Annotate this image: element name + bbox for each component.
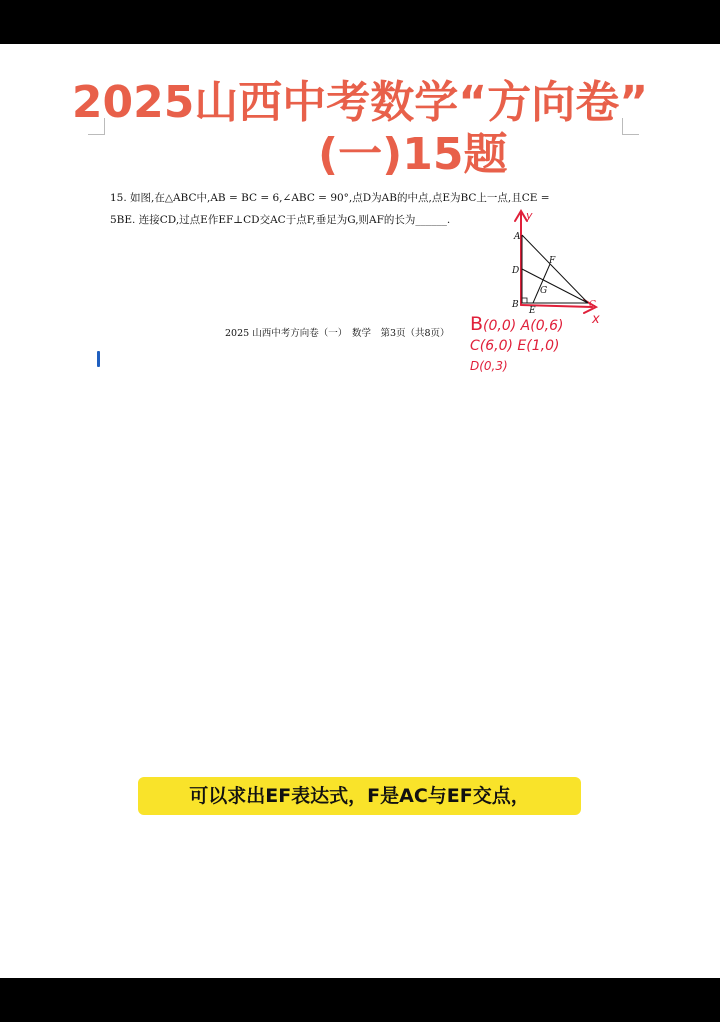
right-angle-mark: [522, 298, 527, 303]
crop-mark-right: [622, 118, 639, 135]
axis-label-x: x: [592, 312, 600, 327]
label-c: C: [589, 300, 596, 310]
coords-line-1-rest: (0,0) A(0,6): [483, 318, 564, 334]
coords-line-2: C(6,0) E(1,0): [470, 338, 560, 354]
label-d: D: [512, 266, 520, 276]
video-title-line2: (一)15题: [318, 129, 508, 180]
label-b: B: [512, 300, 519, 310]
crop-mark-left: [88, 118, 105, 135]
coords-b-letter: B: [470, 313, 484, 335]
label-a: A: [514, 232, 521, 242]
coords-line-3: D(0,3): [470, 359, 508, 373]
top-black-bar: [0, 0, 720, 44]
bottom-black-bar: [0, 978, 720, 1022]
problem-line-1: 15. 如图,在△ABC中,AB = BC = 6,∠ABC = 90°,点D为AB的中点,点E为BC上一点,且CE =: [110, 192, 550, 204]
segment-ac: [522, 235, 588, 303]
label-e: E: [529, 306, 536, 316]
segment-ef: [533, 264, 550, 303]
video-title-line1: 2025山西中考数学“方向卷”: [71, 77, 649, 128]
problem-line-2: 5BE. 连接CD,过点E作EF⊥CD交AC于点F,垂足为G,则AF的长为______.: [110, 214, 451, 226]
handwritten-coordinates: [470, 314, 563, 376]
page-footer: 2025 山西中考方向卷（一） 数学 第3页（共8页）: [225, 328, 450, 339]
label-f: F: [549, 256, 556, 266]
segment-cd: [522, 269, 588, 303]
label-g: G: [540, 286, 548, 296]
text-cursor: [97, 351, 100, 367]
coords-line-1: [470, 314, 563, 336]
subtitle-caption: 可以求出EF表达式，F是AC与EF交点，: [138, 777, 581, 815]
axis-label-y: y: [526, 209, 533, 222]
